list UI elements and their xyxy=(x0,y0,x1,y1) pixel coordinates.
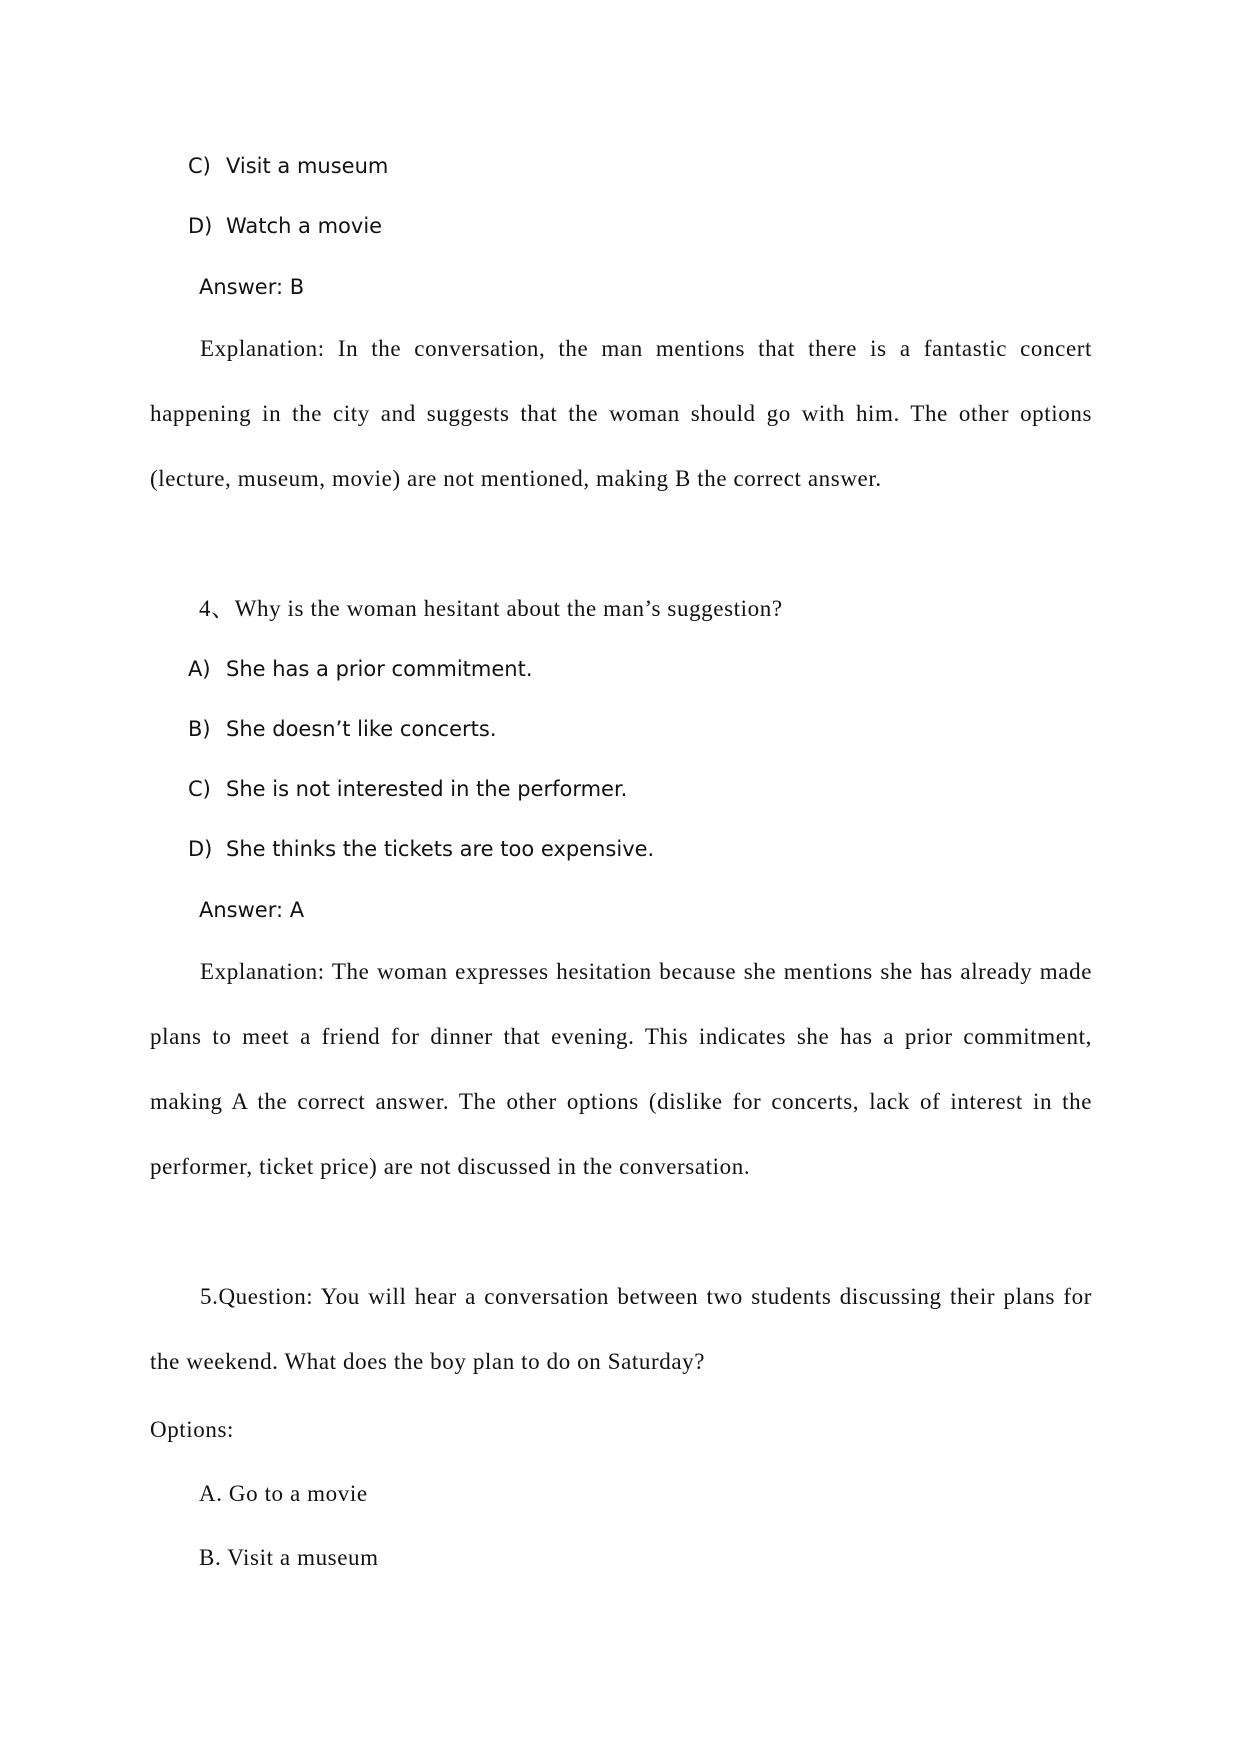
q3-answer: Answer: B xyxy=(199,275,305,299)
q3-option-d xyxy=(188,216,382,237)
option-text: She is not interested in the performer. xyxy=(226,777,628,801)
option-text: She doesn’t like concerts. xyxy=(226,717,497,741)
q4-option-a xyxy=(188,659,533,680)
q5-question: 5.Question: You will hear a conversation between two students discussing their plans for the weekend. What does the boy plan to do on Saturday? xyxy=(150,1284,1092,1374)
option-letter: B) xyxy=(188,717,211,741)
option-letter: C) xyxy=(188,154,211,178)
option-text: Watch a movie xyxy=(226,214,383,238)
q4-option-b xyxy=(188,719,497,740)
option-text: Visit a museum xyxy=(226,154,389,178)
option-text: She has a prior commitment. xyxy=(226,657,533,681)
q4-answer: Answer: A xyxy=(199,898,305,922)
option-text: She thinks the tickets are too expensive. xyxy=(226,837,655,861)
option-letter: A) xyxy=(188,657,211,681)
q4-explanation: Explanation: The woman expresses hesitation because she mentions she has already made plans to meet a friend for dinner that evening. This indicates she has a prior commitment, making A the correct answer. The other options (dislike for concerts, lack of interest in the performer, ticket price) are not discussed in the conversation. xyxy=(150,959,1092,1179)
q4-option-d xyxy=(188,839,654,860)
option-letter: D) xyxy=(188,214,213,238)
option-letter: D) xyxy=(188,837,213,861)
q3-option-c xyxy=(188,156,388,177)
q3-explanation: Explanation: In the conversation, the man mentions that there is a fantastic concert happening in the city and suggests that the woman should go with him. The other options (lecture, museum, movie) are not mentioned, making B the correct answer. xyxy=(150,336,1092,491)
q4-option-c xyxy=(188,779,627,800)
q5-options-label: Options: xyxy=(150,1417,235,1442)
q5-option-b: B. Visit a museum xyxy=(199,1545,379,1570)
option-letter: C) xyxy=(188,777,211,801)
q4-question: 4、Why is the woman hesitant about the man’s suggestion? xyxy=(199,596,783,621)
q5-option-a: A. Go to a movie xyxy=(199,1481,368,1506)
